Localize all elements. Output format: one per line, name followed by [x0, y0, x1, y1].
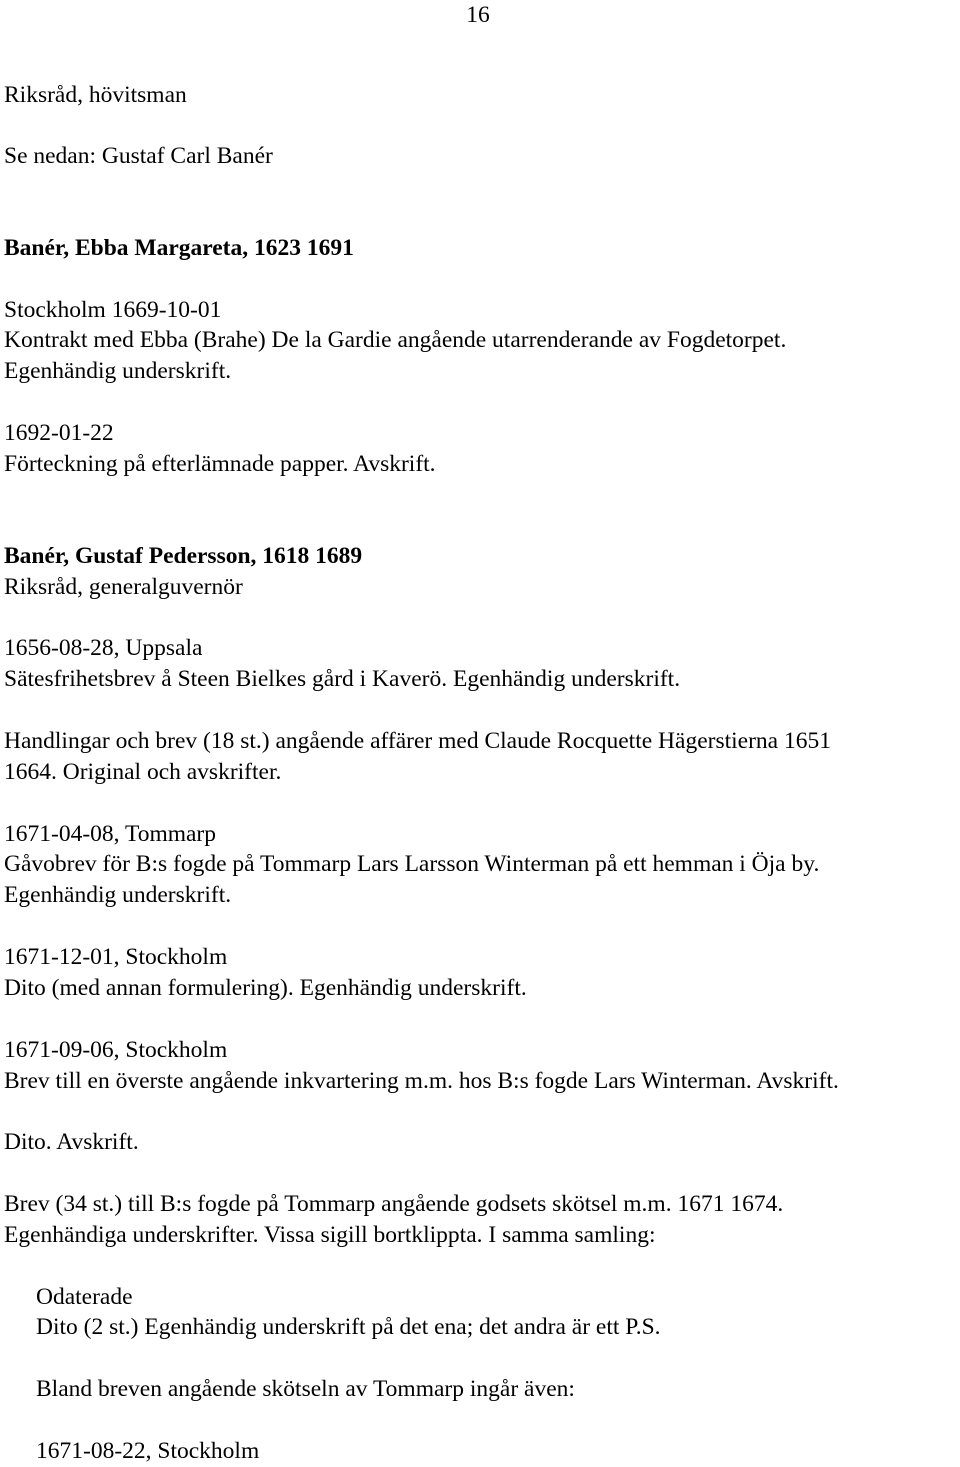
text-line: Egenhändig underskrift. [4, 882, 232, 908]
text-line: 1656-08-28, Uppsala [4, 635, 203, 661]
text-line: 1671-12-01, Stockholm [4, 944, 228, 970]
text-line: Dito (2 st.) Egenhändig underskrift på det ena; det andra är ett P.S. [36, 1314, 661, 1340]
text-line: Se nedan: Gustaf Carl Banér [4, 143, 273, 169]
text-line: 1671-09-06, Stockholm [4, 1037, 228, 1063]
text-line: Bland breven angående skötseln av Tommarp ingår även: [36, 1376, 575, 1402]
entry-heading: Banér, Gustaf Pedersson, 1618 1689 [4, 543, 363, 569]
text-line: 1671-04-08, Tommarp [4, 821, 217, 847]
text-line: Riksråd, hövitsman [4, 82, 187, 108]
text-line: Dito. Avskrift. [4, 1129, 139, 1155]
text-line: Riksråd, generalguvernör [4, 574, 243, 600]
text-line: Handlingar och brev (18 st.) angående affärer med Claude Rocquette Hägerstierna 1651 [4, 728, 831, 754]
text-line: Odaterade [36, 1284, 133, 1310]
text-line: Kontrakt med Ebba (Brahe) De la Gardie angående utarrenderande av Fogdetorpet. [4, 327, 787, 353]
text-line: Egenhändiga underskrifter. Vissa sigill bortklippta. I samma samling: [4, 1222, 656, 1248]
text-line: Egenhändig underskrift. [4, 358, 232, 384]
text-line: Gåvobrev för B:s fogde på Tommarp Lars Larsson Winterman på ett hemman i Öja by. [4, 851, 820, 877]
entry-heading: Banér, Ebba Margareta, 1623 1691 [4, 235, 354, 261]
text-line: Sätesfrihetsbrev å Steen Bielkes gård i Kaverö. Egenhändig underskrift. [4, 666, 681, 692]
text-line: Dito (med annan formulering). Egenhändig underskrift. [4, 975, 527, 1001]
text-line: Förteckning på efterlämnade papper. Avskrift. [4, 451, 436, 477]
text-line: Stockholm 1669-10-01 [4, 297, 222, 323]
page-number: 16 [466, 2, 490, 28]
text-line: 1664. Original och avskrifter. [4, 759, 282, 785]
text-line: 1671-08-22, Stockholm [36, 1438, 260, 1464]
text-line: 1692-01-22 [4, 420, 114, 446]
text-line: Brev till en överste angående inkvartering m.m. hos B:s fogde Lars Winterman. Avskrift. [4, 1068, 839, 1094]
text-line: Brev (34 st.) till B:s fogde på Tommarp angående godsets skötsel m.m. 1671 1674. [4, 1191, 784, 1217]
